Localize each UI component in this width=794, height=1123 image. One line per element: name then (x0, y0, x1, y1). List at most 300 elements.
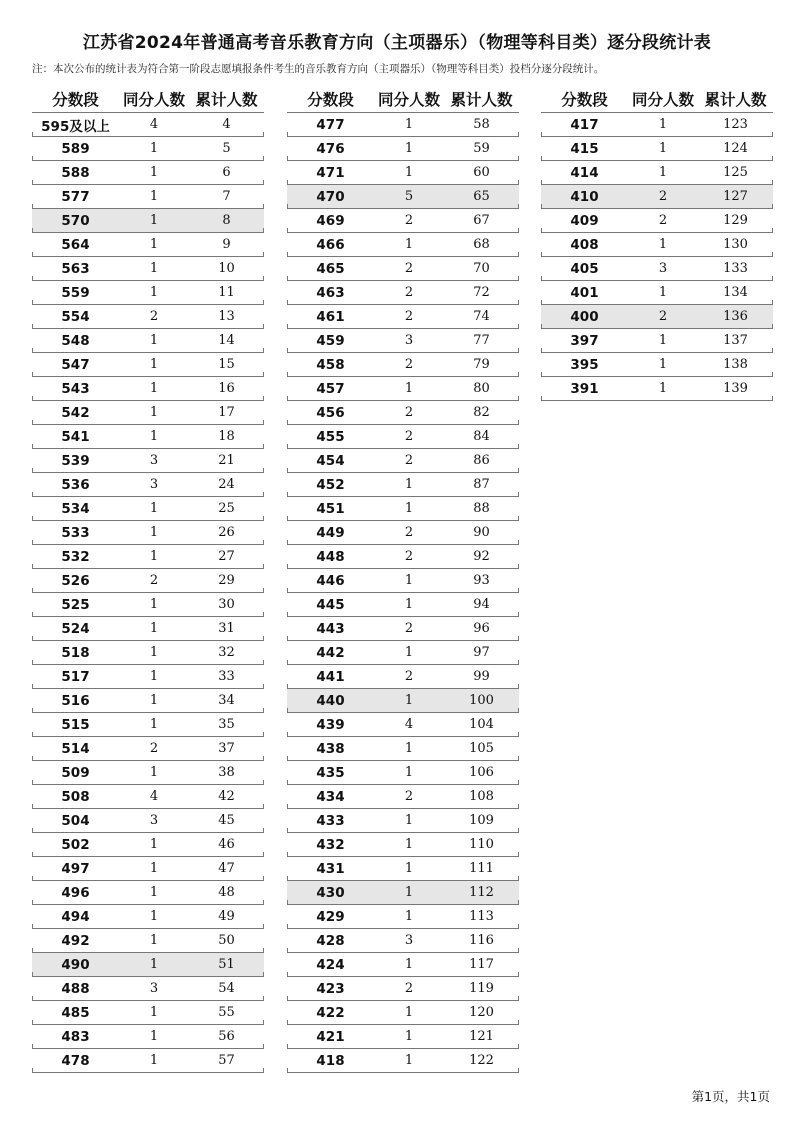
table-body (541, 112, 773, 401)
score-cell: 445 (316, 596, 345, 613)
same-count-cell: 2 (658, 309, 668, 324)
table-row (287, 1001, 519, 1025)
page-footer: 第1页，共1页 (691, 1089, 770, 1104)
cumulative-cell: 26 (218, 525, 235, 540)
same-count-cell: 5 (404, 189, 414, 204)
score-cell: 452 (316, 476, 345, 493)
same-count-cell: 1 (404, 1053, 414, 1068)
cumulative-cell: 111 (469, 861, 494, 876)
cumulative-cell: 84 (473, 429, 490, 444)
score-cell: 441 (316, 668, 345, 685)
table-row (32, 281, 264, 305)
score-cell: 547 (61, 356, 90, 373)
cumulative-cell: 10 (218, 261, 235, 276)
score-cell: 418 (316, 1052, 345, 1069)
cumulative-cell: 21 (218, 453, 235, 468)
same-count-cell: 1 (658, 165, 668, 180)
table-row (541, 377, 773, 401)
same-count-cell: 1 (404, 477, 414, 492)
score-cell: 430 (316, 884, 345, 901)
cumulative-cell: 105 (469, 741, 494, 756)
cumulative-cell: 96 (473, 621, 490, 636)
same-count-cell: 1 (404, 909, 414, 924)
table-row (287, 497, 519, 521)
table-row (287, 209, 519, 233)
score-cell: 400 (570, 308, 599, 325)
cumulative-cell: 100 (469, 693, 494, 708)
cumulative-cell: 18 (218, 429, 235, 444)
cumulative-cell: 74 (473, 309, 490, 324)
table-row (287, 449, 519, 473)
same-count-cell: 2 (149, 741, 159, 756)
cumulative-cell: 17 (218, 405, 235, 420)
score-cell: 434 (316, 788, 345, 805)
table-row (287, 473, 519, 497)
score-cell: 477 (316, 116, 345, 133)
cumulative-cell: 15 (218, 357, 235, 372)
score-cell: 494 (61, 908, 90, 925)
table-row (287, 113, 519, 137)
score-cell: 559 (61, 284, 90, 301)
same-count-cell: 1 (404, 861, 414, 876)
cumulative-cell: 82 (473, 405, 490, 420)
table-row (287, 929, 519, 953)
same-count-cell: 3 (149, 813, 159, 828)
same-count-cell: 1 (404, 885, 414, 900)
score-cell: 543 (61, 380, 90, 397)
score-cell: 449 (316, 524, 345, 541)
same-count-cell: 1 (149, 765, 159, 780)
same-count-cell: 3 (404, 333, 414, 348)
same-count-cell: 1 (149, 357, 159, 372)
header-score: 分数段 (52, 91, 99, 109)
table-row (32, 833, 264, 857)
header-score: 分数段 (561, 91, 608, 109)
table-row (32, 401, 264, 425)
cumulative-cell: 120 (469, 1005, 494, 1020)
cumulative-cell: 70 (473, 261, 490, 276)
cumulative-cell: 137 (723, 333, 748, 348)
table-row (287, 185, 519, 209)
cumulative-cell: 106 (469, 765, 494, 780)
table-row (287, 761, 519, 785)
table-row (287, 161, 519, 185)
score-cell: 478 (61, 1052, 90, 1069)
score-cell: 554 (61, 308, 90, 325)
cumulative-cell: 54 (218, 981, 235, 996)
same-count-cell: 1 (149, 645, 159, 660)
cumulative-cell: 31 (218, 621, 235, 636)
table-row (287, 881, 519, 905)
table-row (32, 617, 264, 641)
cumulative-cell: 99 (473, 669, 490, 684)
score-cell: 564 (61, 236, 90, 253)
table-note: 注：本次公布的统计表为符合第一阶段志愿填报条件考生的音乐教育方向（主项器乐）（物理等科目类）投档分逐分段统计。 (32, 63, 605, 75)
score-cell: 588 (61, 164, 90, 181)
header-cumulative: 累计人数 (195, 91, 258, 109)
cumulative-cell: 35 (218, 717, 235, 732)
same-count-cell: 1 (149, 405, 159, 420)
table-row (541, 329, 773, 353)
score-cell: 492 (61, 932, 90, 949)
cumulative-cell: 97 (473, 645, 490, 660)
cumulative-cell: 67 (473, 213, 490, 228)
same-count-cell: 1 (404, 813, 414, 828)
same-count-cell: 1 (149, 669, 159, 684)
table-row (32, 377, 264, 401)
same-count-cell: 1 (149, 1053, 159, 1068)
same-count-cell: 1 (149, 1005, 159, 1020)
table-row (32, 233, 264, 257)
table-row (287, 353, 519, 377)
score-cell: 502 (61, 836, 90, 853)
score-cell: 458 (316, 356, 345, 373)
score-table-1 (32, 86, 264, 1073)
same-count-cell: 1 (149, 501, 159, 516)
score-cell: 429 (316, 908, 345, 925)
table-row (32, 905, 264, 929)
score-cell: 517 (61, 668, 90, 685)
same-count-cell: 1 (404, 1005, 414, 1020)
table-row (287, 257, 519, 281)
cumulative-cell: 56 (218, 1029, 235, 1044)
score-cell: 514 (61, 740, 90, 757)
cumulative-cell: 92 (473, 549, 490, 564)
same-count-cell: 3 (149, 981, 159, 996)
score-cell: 433 (316, 812, 345, 829)
score-cell: 401 (570, 284, 599, 301)
same-count-cell: 1 (404, 693, 414, 708)
same-count-cell: 2 (404, 789, 414, 804)
same-count-cell: 1 (658, 117, 668, 132)
score-cell: 421 (316, 1028, 345, 1045)
same-count-cell: 3 (149, 477, 159, 492)
score-cell: 595及以上 (41, 118, 110, 135)
same-count-cell: 2 (404, 981, 414, 996)
cumulative-cell: 86 (473, 453, 490, 468)
score-cell: 536 (61, 476, 90, 493)
table-row (287, 713, 519, 737)
score-cell: 405 (570, 260, 599, 277)
score-cell: 509 (61, 764, 90, 781)
score-cell: 483 (61, 1028, 90, 1045)
cumulative-cell: 130 (723, 237, 748, 252)
same-count-cell: 2 (404, 309, 414, 324)
table-row (541, 137, 773, 161)
same-count-cell: 1 (149, 957, 159, 972)
score-cell: 443 (316, 620, 345, 637)
score-cell: 448 (316, 548, 345, 565)
header-same-count: 同分人数 (631, 91, 694, 109)
score-cell: 446 (316, 572, 345, 589)
table-row (287, 305, 519, 329)
score-cell: 508 (61, 788, 90, 805)
table-row (32, 521, 264, 545)
same-count-cell: 1 (404, 837, 414, 852)
score-cell: 391 (570, 380, 599, 397)
table-row (32, 641, 264, 665)
table-row (287, 329, 519, 353)
score-cell: 471 (316, 164, 345, 181)
table-header (287, 86, 519, 112)
table-row (541, 113, 773, 137)
header-same-count: 同分人数 (377, 91, 440, 109)
score-cell: 469 (316, 212, 345, 229)
cumulative-cell: 42 (218, 789, 235, 804)
table-row (287, 593, 519, 617)
same-count-cell: 1 (404, 741, 414, 756)
table-row (32, 569, 264, 593)
cumulative-cell: 108 (469, 789, 494, 804)
score-cell: 533 (61, 524, 90, 541)
same-count-cell: 1 (404, 237, 414, 252)
same-count-cell: 1 (149, 165, 159, 180)
score-cell: 415 (570, 140, 599, 157)
same-count-cell: 1 (149, 333, 159, 348)
cumulative-cell: 59 (473, 141, 490, 156)
score-cell: 424 (316, 956, 345, 973)
table-row (32, 953, 264, 977)
same-count-cell: 1 (404, 165, 414, 180)
cumulative-cell: 104 (469, 717, 494, 732)
score-cell: 408 (570, 236, 599, 253)
same-count-cell: 2 (404, 285, 414, 300)
table-row (541, 185, 773, 209)
score-cell: 542 (61, 404, 90, 421)
table-row (32, 713, 264, 737)
score-cell: 414 (570, 164, 599, 181)
table-row (287, 425, 519, 449)
cumulative-cell: 16 (218, 381, 235, 396)
score-cell: 525 (61, 596, 90, 613)
header-cumulative: 累计人数 (450, 91, 513, 109)
same-count-cell: 1 (658, 357, 668, 372)
header-cumulative: 累计人数 (704, 91, 767, 109)
same-count-cell: 2 (404, 525, 414, 540)
same-count-cell: 1 (149, 909, 159, 924)
score-cell: 463 (316, 284, 345, 301)
same-count-cell: 1 (149, 141, 159, 156)
score-cell: 438 (316, 740, 345, 757)
table-row (541, 353, 773, 377)
score-cell: 548 (61, 332, 90, 349)
same-count-cell: 1 (149, 597, 159, 612)
cumulative-cell: 121 (469, 1029, 494, 1044)
score-cell: 563 (61, 260, 90, 277)
cumulative-cell: 55 (218, 1005, 235, 1020)
cumulative-cell: 113 (469, 909, 494, 924)
table-row (541, 209, 773, 233)
same-count-cell: 1 (149, 429, 159, 444)
table-row (287, 833, 519, 857)
table-row (32, 665, 264, 689)
score-cell: 497 (61, 860, 90, 877)
table-row (287, 401, 519, 425)
score-table-3 (541, 86, 773, 401)
cumulative-cell: 138 (723, 357, 748, 372)
same-count-cell: 1 (404, 1029, 414, 1044)
cumulative-cell: 58 (473, 117, 490, 132)
score-cell: 454 (316, 452, 345, 469)
table-row (287, 953, 519, 977)
cumulative-cell: 5 (222, 141, 231, 156)
cumulative-cell: 32 (218, 645, 235, 660)
score-cell: 432 (316, 836, 345, 853)
same-count-cell: 1 (404, 501, 414, 516)
cumulative-cell: 125 (723, 165, 748, 180)
cumulative-cell: 109 (469, 813, 494, 828)
table-row (287, 137, 519, 161)
same-count-cell: 1 (404, 645, 414, 660)
cumulative-cell: 87 (473, 477, 490, 492)
score-cell: 541 (61, 428, 90, 445)
score-cell: 532 (61, 548, 90, 565)
score-cell: 410 (570, 188, 599, 205)
table-row (32, 353, 264, 377)
header-score: 分数段 (307, 91, 354, 109)
same-count-cell: 1 (149, 1029, 159, 1044)
table-header (541, 86, 773, 112)
same-count-cell: 1 (149, 189, 159, 204)
table-row (287, 1025, 519, 1049)
cumulative-cell: 47 (218, 861, 235, 876)
cumulative-cell: 77 (473, 333, 490, 348)
same-count-cell: 4 (404, 717, 414, 732)
table-row (287, 281, 519, 305)
same-count-cell: 2 (404, 549, 414, 564)
cumulative-cell: 79 (473, 357, 490, 372)
same-count-cell: 2 (404, 429, 414, 444)
same-count-cell: 1 (149, 381, 159, 396)
same-count-cell: 1 (149, 885, 159, 900)
cumulative-cell: 25 (218, 501, 235, 516)
score-cell: 526 (61, 572, 90, 589)
cumulative-cell: 112 (469, 885, 494, 900)
score-cell: 456 (316, 404, 345, 421)
same-count-cell: 1 (149, 621, 159, 636)
same-count-cell: 2 (404, 669, 414, 684)
same-count-cell: 1 (149, 717, 159, 732)
score-cell: 397 (570, 332, 599, 349)
cumulative-cell: 51 (218, 957, 235, 972)
table-row (32, 497, 264, 521)
cumulative-cell: 80 (473, 381, 490, 396)
score-cell: 435 (316, 764, 345, 781)
same-count-cell: 3 (658, 261, 668, 276)
table-row (287, 689, 519, 713)
table-row (32, 857, 264, 881)
same-count-cell: 1 (149, 525, 159, 540)
score-cell: 466 (316, 236, 345, 253)
table-row (32, 305, 264, 329)
cumulative-cell: 117 (469, 957, 494, 972)
cumulative-cell: 68 (473, 237, 490, 252)
cumulative-cell: 93 (473, 573, 490, 588)
cumulative-cell: 9 (222, 237, 231, 252)
score-cell: 488 (61, 980, 90, 997)
same-count-cell: 1 (149, 693, 159, 708)
table-row (32, 689, 264, 713)
cumulative-cell: 65 (473, 189, 490, 204)
same-count-cell: 1 (404, 573, 414, 588)
score-cell: 457 (316, 380, 345, 397)
cumulative-cell: 88 (473, 501, 490, 516)
table-row (32, 1049, 264, 1073)
table-row (287, 233, 519, 257)
same-count-cell: 1 (404, 117, 414, 132)
same-count-cell: 2 (658, 213, 668, 228)
score-cell: 524 (61, 620, 90, 637)
score-cell: 490 (61, 956, 90, 973)
table-row (32, 809, 264, 833)
cumulative-cell: 37 (218, 741, 235, 756)
score-cell: 451 (316, 500, 345, 517)
cumulative-cell: 72 (473, 285, 490, 300)
score-table-2 (287, 86, 519, 1073)
cumulative-cell: 57 (218, 1053, 235, 1068)
score-cell: 417 (570, 116, 599, 133)
score-cell: 516 (61, 692, 90, 709)
cumulative-cell: 134 (723, 285, 748, 300)
same-count-cell: 2 (149, 573, 159, 588)
table-row (32, 185, 264, 209)
same-count-cell: 1 (149, 285, 159, 300)
table-row (287, 977, 519, 1001)
table-row (32, 761, 264, 785)
same-count-cell: 3 (404, 933, 414, 948)
same-count-cell: 1 (404, 141, 414, 156)
cumulative-cell: 122 (469, 1053, 494, 1068)
cumulative-cell: 27 (218, 549, 235, 564)
score-cell: 534 (61, 500, 90, 517)
same-count-cell: 2 (404, 213, 414, 228)
cumulative-cell: 129 (723, 213, 748, 228)
cumulative-cell: 127 (723, 189, 748, 204)
score-cell: 465 (316, 260, 345, 277)
table-row (32, 329, 264, 353)
score-cell: 476 (316, 140, 345, 157)
same-count-cell: 1 (149, 837, 159, 852)
table-row (32, 737, 264, 761)
same-count-cell: 1 (658, 237, 668, 252)
cumulative-cell: 14 (218, 333, 235, 348)
same-count-cell: 2 (404, 621, 414, 636)
cumulative-cell: 94 (473, 597, 490, 612)
cumulative-cell: 116 (469, 933, 494, 948)
cumulative-cell: 90 (473, 525, 490, 540)
cumulative-cell: 29 (218, 573, 235, 588)
table-row (32, 1001, 264, 1025)
score-cell: 518 (61, 644, 90, 661)
table-row (287, 785, 519, 809)
score-cell: 461 (316, 308, 345, 325)
same-count-cell: 1 (658, 285, 668, 300)
table-row (32, 545, 264, 569)
page-title: 江苏省2024年普通高考音乐教育方向（主项器乐）（物理等科目类）逐分段统计表 (82, 33, 712, 53)
cumulative-cell: 136 (723, 309, 748, 324)
table-row (541, 281, 773, 305)
same-count-cell: 1 (658, 333, 668, 348)
cumulative-cell: 60 (473, 165, 490, 180)
table-row (32, 785, 264, 809)
cumulative-cell: 123 (723, 117, 748, 132)
same-count-cell: 1 (658, 141, 668, 156)
cumulative-cell: 30 (218, 597, 235, 612)
table-row (287, 617, 519, 641)
table-row (541, 161, 773, 185)
table-row (32, 209, 264, 233)
score-cell: 442 (316, 644, 345, 661)
